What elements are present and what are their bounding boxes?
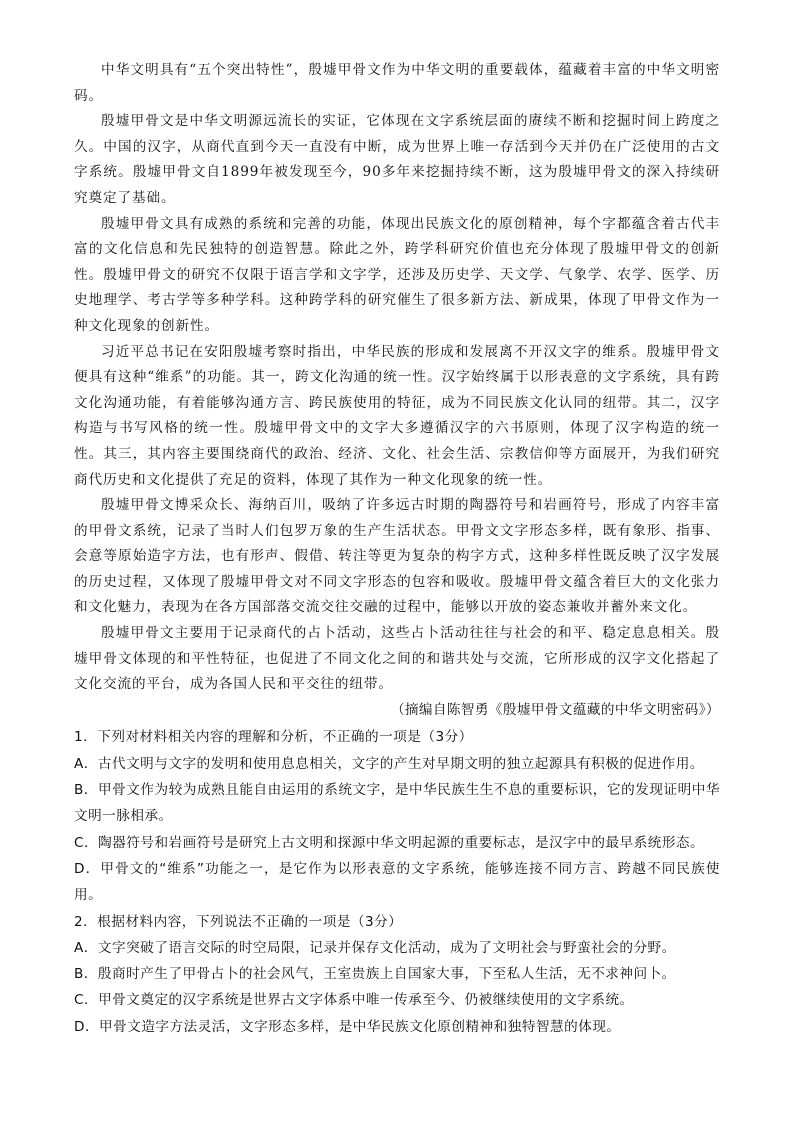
answer-option: B．殷商时产生了甲骨占卜的社会风气，王室贵族上自国家大事，下至私人生活，无不求神问卜。 (74, 966, 676, 983)
question-list (74, 724, 720, 1040)
reading-passage (74, 58, 720, 698)
question-stem: 1．下列对材料相关内容的理解和分析，不正确的一项是（3分） (74, 729, 473, 746)
passage-paragraph: 殷墟甲骨文主要用于记录商代的占卜活动，这些占卜活动往往与社会的和平、稳定息息相关。殷墟甲骨文体现的和平性特征，也促进了不同文化之间的和谐共处与交流，它所形成的汉字文化搭起了文化交流的平台，成为各国人民和平交往的纽带。 (74, 625, 720, 693)
passage-paragraph: 殷墟甲骨文具有成熟的系统和完善的功能，体现出民族文化的原创精神，每个字都蕴含着古代丰富的文化信息和先民独特的创造智慧。除此之外，跨学科研究价值也充分体现了殷墟甲骨文的创新性。殷墟甲骨文的研究不仅限于语言学和文字学，还涉及历史学、天文学、气象学、农学、医学、历史地理学、考古学等多种学科。这种跨学科的研究催生了很多新方法、新成果，体现了甲骨文作为一种文化现象的创新性。 (74, 215, 720, 334)
passage-paragraph: 殷墟甲骨文博采众长、海纳百川，吸纳了许多远古时期的陶器符号和岩画符号，形成了内容丰富的甲骨文系统，记录了当时人们包罗万象的生产生活状态。甲骨文文字形态多样，既有象形、指事、会意等原始造字方法，也有形声、假借、转注等更为复杂的构字方式，这种多样性既反映了汉字发展的历史过程，又体现了殷墟甲骨文对不同文字形态的包容和吸收。殷墟甲骨文蕴含着巨大的文化张力和文化魅力，表现为在各方国部落交流交往交融的过程中，能够以开放的姿态兼收并蓄外来文化。 (74, 497, 720, 616)
question-item (74, 909, 720, 1040)
passage-paragraph: 中华文明具有“五个突出特性”，殷墟甲骨文作为中华文明的重要载体，蕴藏着丰富的中华文明密码。 (74, 62, 720, 104)
answer-option: D．甲骨文的“维系”功能之一，是它作为以形表意的文字系统，能够连接不同方言、跨越不同民族使用。 (74, 860, 720, 904)
question-item (74, 724, 720, 908)
source-citation: （摘编自陈智勇《殷墟甲骨文蕴藏的中华文明密码》） (390, 701, 720, 718)
answer-option: C．甲骨文奠定的汉字系统是世界古文字体系中唯一传承至今、仍被继续使用的文字系统。 (74, 992, 634, 1009)
answer-option: B．甲骨文作为较为成熟且能自由运用的系统文字，是中华民族生生不息的重要标识，它的发现证明中华文明一脉相承。 (74, 782, 720, 825)
passage-paragraph: 殷墟甲骨文是中华文明源远流长的实证，它体现在文字系统层面的赓续不断和挖掘时间上跨度之久。中国的汉字，从商代直到今天一直没有中断，成为世界上唯一存活到今天并仍在广泛使用的古文字系统。殷墟甲骨文自1899年被发现至今，90多年来挖掘持续不断，这为殷墟甲骨文的深入持续研究奠定了基础。 (74, 113, 720, 206)
question-stem: 2．根据材料内容，下列说法不正确的一项是（3分） (74, 913, 403, 930)
answer-option: D．甲骨文造字方法灵活，文字形态多样，是中华民族文化原创精神和独特智慧的体现。 (74, 1018, 621, 1035)
answer-option: C．陶器符号和岩画符号是研究上古文明和探源中华文明起源的重要标志，是汉字中的最早系统形态。 (74, 834, 705, 851)
passage-paragraph: 习近平总书记在安阳殷墟考察时指出，中华民族的形成和发展离不开汉文字的维系。殷墟甲骨文便具有这种“维系”的功能。其一，跨文化沟通的统一性。汉字始终属于以形表意的文字系统，具有跨文化沟通功能，有着能够沟通方言、跨民族使用的特征，成为不同民族文化认同的纽带。其二，汉字构造与书写风格的统一性。殷墟甲骨文中的文字大多遵循汉字的六书原则，体现了汉字构造的统一性。其三，其内容主要围绕商代的政治、经济、文化、社会生活、宗教信仰等方面展开，为我们研究商代历史和文化提供了充足的资料，体现了其作为一种文化现象的统一性。 (74, 343, 720, 488)
answer-option: A．古代文明与文字的发明和使用息息相关，文字的产生对早期文明的独立起源具有积极的促进作用。 (74, 755, 704, 772)
answer-option: A．文字突破了语言交际的时空局限，记录并保存文化活动，成为了文明社会与野蛮社会的分野。 (74, 939, 676, 956)
